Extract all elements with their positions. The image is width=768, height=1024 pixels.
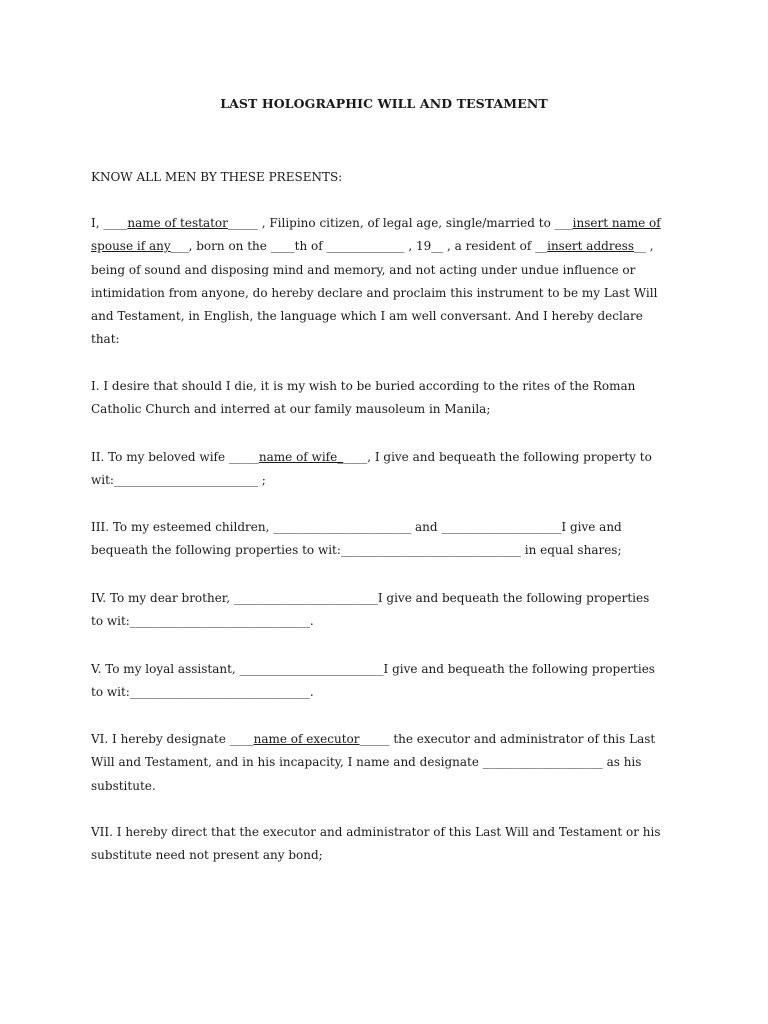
intro-text: ___, born on the ____th of _____________ , 19__ , a resident of __ [170, 239, 548, 254]
article-2 [91, 446, 691, 493]
intro-line-4: intimidation from anyone, do hereby declare and proclaim this instrument to be my Last Will [91, 285, 658, 300]
article-3-line-2: bequeath the following properties to wit:______________________________ in equal shares; [91, 543, 622, 558]
testator-name-placeholder: name of testator [127, 216, 228, 230]
executor-name-placeholder: name of executor [253, 732, 360, 746]
opening-line: KNOW ALL MEN BY THESE PRESENTS: [91, 170, 343, 184]
intro-text: I, ____ [91, 216, 128, 230]
article-3-line-1: III. To my esteemed children, _______________________ and ____________________I give and [91, 520, 622, 534]
spouse-name-placeholder-cont: spouse if any [91, 239, 171, 254]
intro-line-3: being of sound and disposing mind and memory, and not acting under undue influence or [91, 262, 636, 277]
article-6-text: _____ the executor and administrator of this Last [359, 732, 656, 746]
wife-name-placeholder: name of wife_ [258, 450, 344, 464]
article-1 [91, 375, 691, 422]
address-placeholder: insert address [547, 239, 634, 254]
intro-line-2 [91, 235, 691, 258]
article-7-line-2: substitute need not present any bond; [91, 848, 323, 863]
article-7 [91, 821, 691, 868]
article-1-line-1: I. I desire that should I die, it is my wish to be buried according to the rites of the Roman [91, 379, 636, 393]
article-6-line-3: substitute. [91, 778, 156, 793]
article-2-line-1 [91, 446, 691, 469]
intro-paragraph [91, 212, 691, 352]
intro-line-6: that: [91, 332, 120, 347]
article-3 [91, 516, 691, 563]
article-4-line-2: to wit:______________________________. [91, 614, 314, 629]
article-5-line-1: V. To my loyal assistant, ________________________I give and bequeath the following properties [91, 662, 655, 676]
article-1-line-2: Catholic Church and interred at our family mausoleum in Manila; [91, 402, 491, 417]
article-6-line-1 [91, 728, 691, 751]
article-5-line-2: to wit:______________________________. [91, 685, 314, 700]
opening-paragraph [91, 166, 691, 189]
article-6 [91, 728, 691, 798]
document-title: LAST HOLOGRAPHIC WILL AND TESTAMENT [220, 96, 548, 111]
spouse-name-placeholder: insert name of [572, 216, 661, 230]
article-4 [91, 587, 691, 634]
article-7-line-1: VII. I hereby direct that the executor and administrator of this Last Will and Testament or his [91, 825, 661, 839]
intro-line-5: and Testament, in English, the language which I am well conversant. And I hereby declare [91, 309, 643, 324]
article-4-line-1: IV. To my dear brother, ________________________I give and bequeath the following properties [91, 591, 650, 605]
intro-line-1 [91, 212, 691, 235]
article-6-text: VI. I hereby designate ____ [91, 732, 254, 746]
article-6-line-2: Will and Testament, and in his incapacity, I name and designate ____________________ as his [91, 755, 642, 770]
article-2-text: II. To my beloved wife _____ [91, 450, 259, 464]
article-2-text: ____, I give and bequeath the following property to [343, 450, 652, 464]
article-2-line-2: wit:________________________ ; [91, 473, 266, 488]
article-5 [91, 658, 691, 705]
intro-text: __ , [633, 239, 654, 254]
intro-text: _____ , Filipino citizen, of legal age, single/married to ___ [227, 216, 573, 230]
